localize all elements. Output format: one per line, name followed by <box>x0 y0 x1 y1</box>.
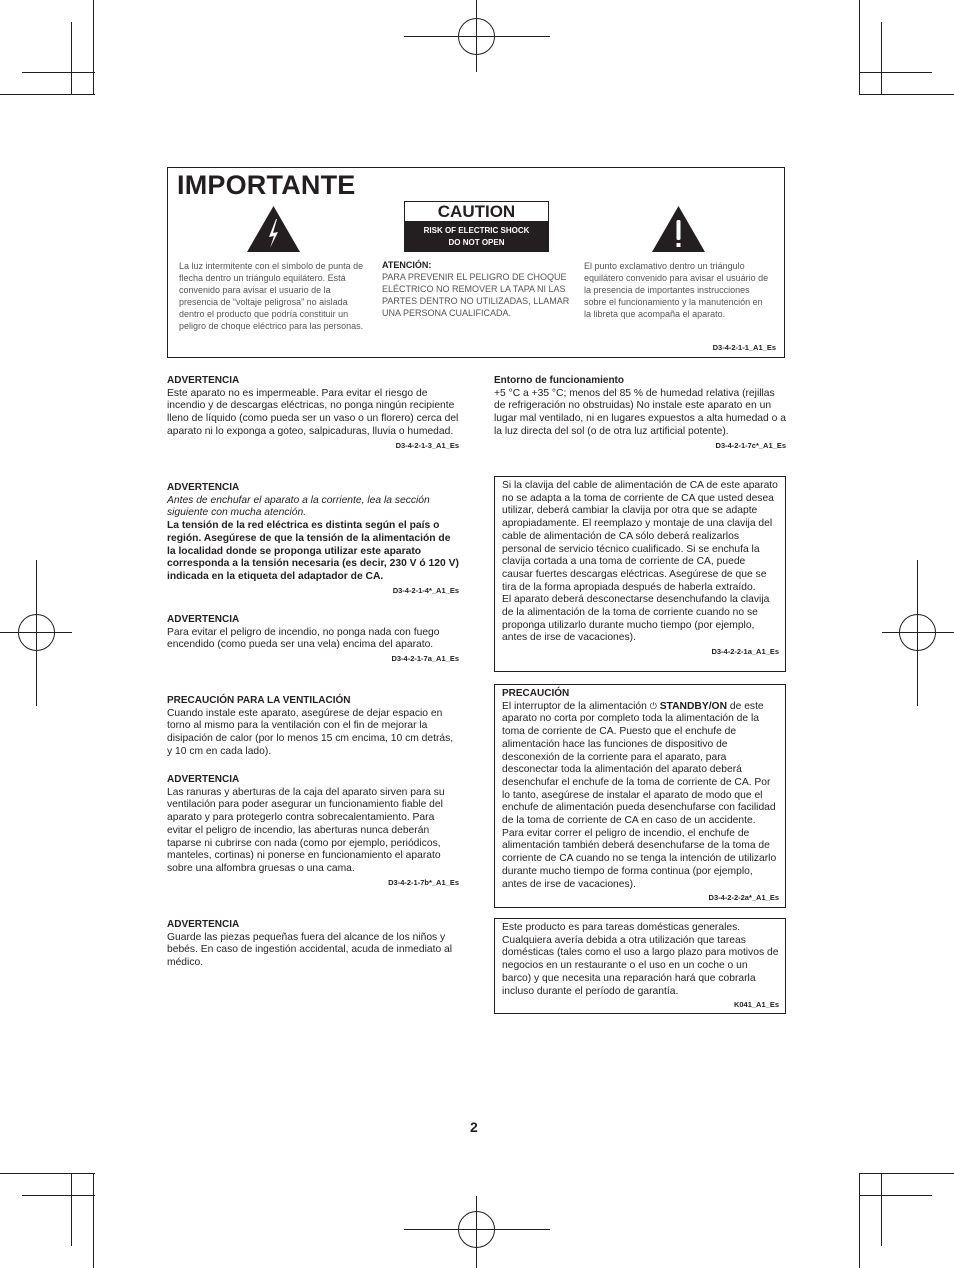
section-heading: ADVERTENCIA <box>167 614 240 625</box>
section-heading: ADVERTENCIA <box>167 919 240 930</box>
crop-mark <box>881 1173 882 1246</box>
warning-section <box>167 919 459 970</box>
power-icon: ⏻ <box>649 701 657 712</box>
attention-heading: ATENCIÓN: <box>382 260 432 270</box>
attention-text: PARA PREVENIR EL PELIGRO DE CHOQUE ELÉCTRICO NO REMOVER LA TAPA NI LAS PARTES DENTRO NO UTILIZADAS, LLAMAR UNA PERSONA CUALIFICADA. <box>382 272 570 318</box>
warning-section <box>167 375 459 452</box>
section-body: Este aparato no es impermeable. Para evitar el riesgo de incendio y de descargas eléctricas, no ponga ningún recipiente lleno de líquido (como pueda ser un vaso o un florero) cerca del aparato ni lo exponga a goteo, salpicaduras, lluvia o humedad. <box>167 387 459 437</box>
crop-mark <box>859 1173 954 1174</box>
section-body: El aparato deberá desconectarse desenchufando la clavija de la alimentación de la toma de corriente cuando no se proponga utilizarlo durante mucho tiempo (por ejemplo, antes de irse de vacaciones). <box>502 594 770 644</box>
section-body: Las ranuras y aberturas de la caja del aparato sirven para su ventilación para poder asegurar un funcionamiento fiable del aparato y para protegerlo contra sobrecalentamiento. Para evitar el peligro de incendio, las aberturas nunca deberán taparse ni cubrirse con nada (como por ejemplo, periódicos, manteles, cortinas) ni ponerse en funcionamiento el aparato sobre una alfombra gruesas o una cama. <box>167 786 445 874</box>
crop-mark <box>22 72 95 73</box>
crop-mark <box>859 1173 860 1268</box>
section-italic-note: Antes de enchufar el aparato a la corriente, lea la sección siguiente con mucha atención. <box>167 494 430 519</box>
precaution-text-start: El interruptor de la alimentación <box>502 700 647 712</box>
section-body: Para evitar el peligro de incendio, no ponga nada con fuego encendido (como pueda ser una vela) encima del aparato. <box>167 626 440 651</box>
warning-section <box>167 614 459 666</box>
operating-environment-section <box>494 375 786 452</box>
section-body: Guarde las piezas pequeñas fuera del alcance de los niños y bebés. En caso de ingestión accidental, acuda de inmediato al médico. <box>167 931 453 969</box>
page-number: 2 <box>470 1119 478 1135</box>
crop-mark <box>93 0 94 95</box>
exclamation-warning-icon <box>651 205 706 253</box>
domestic-use-box <box>494 918 786 1014</box>
registration-mark-icon <box>404 0 550 75</box>
section-body: Si la clavija del cable de alimentación de CA de este aparato no se adapta a la toma de corriente de CA que usted desea utilizar, deberá cambiar la clavija por otra que se adapte apropiadamente. El reemplazo y montaje de una clavija del cable de alimentación de CA sólo deberá realizarlos personal de servicio técnico cualificado. Si se enchufa la clavija cortada a una toma de corriente de CA, puede causar fuertes descargas eléctricas. Asegúrese de que se tira de la forma apropiada después de haberla extraído. <box>502 480 778 593</box>
reference-code: D3-4-2-1-7b*_A1_Es <box>388 877 459 887</box>
caution-subtext-line: DO NOT OPEN <box>448 238 505 247</box>
reference-code: D3-4-2-1-1_A1_Es <box>712 343 776 352</box>
section-heading: ADVERTENCIA <box>167 375 240 386</box>
caution-label <box>404 201 549 252</box>
crop-mark <box>71 22 72 95</box>
lightning-warning-icon <box>246 205 301 253</box>
section-body: Este producto es para tareas domésticas generales. Cualquiera avería debida a otra utilización que tareas domésticas (tales como el uso a largo plazo para motivos de negocios en un restaurante o el uso en un coche o un barco) y que necesita una reparación hará que cobrarla incluso durante el período de garantía. <box>502 922 779 997</box>
section-heading: Entorno de funcionamiento <box>494 375 624 386</box>
crop-mark <box>859 1195 932 1196</box>
caution-subtext-line: RISK OF ELECTRIC SHOCK <box>423 226 530 235</box>
reference-code: D3-4-2-1-7a_A1_Es <box>391 654 459 664</box>
attention-block <box>382 259 574 319</box>
precaution-text-rest: de este aparato no corta por completo toda la alimentación de la toma de corriente de CA. Puesto que el enchufe de alimentación hace las funciones de dispositivo de desconexión de la corriente para el aparato, para desconectar toda la alimentación del aparato deberá desenchufar el enchufe de la toma de corriente de CA. Por lo tanto, asegúrese de instalar el aparato de modo que el enchufe de alimentación pueda desenchufarse con facilidad de la toma de corriente de CA en caso de un accidente. Para evitar correr el peligro de incendio, el enchufe de alimentación también deberá desenchufarse de la toma de corriente de CA cuando no se tenga la intención de utilizarlo durante mucho tiempo de forma continua (por ejemplo, antes de irse de vacaciones). <box>502 700 777 890</box>
registration-mark-icon <box>0 560 75 706</box>
precaution-box <box>494 684 786 908</box>
crop-mark <box>22 1195 95 1196</box>
crop-mark <box>93 1173 94 1268</box>
reference-code: K041_A1_Es <box>733 1000 779 1010</box>
standby-on-label: STANDBY/ON <box>659 700 727 712</box>
registration-mark-icon <box>879 560 954 706</box>
section-heading: ADVERTENCIA <box>167 774 240 785</box>
plug-notice-box <box>494 476 786 672</box>
section-body <box>502 701 779 892</box>
crop-mark <box>859 94 954 95</box>
caution-subtext <box>404 222 549 252</box>
reference-code: D3-4-2-2-2a*_A1_Es <box>708 893 779 903</box>
section-bold-body: La tensión de la red eléctrica es distinta según el país o región. Asegúrese de que la tensión de la alimentación de la localidad donde se proponga utilizar este aparato corresponda a la tensión necesaria (es decir, 230 V ó 120 V) indicada en la etiqueta del adaptador de CA. <box>167 520 459 582</box>
crop-mark <box>881 22 882 95</box>
reference-code: D3-4-2-1-3_A1_Es <box>395 440 459 450</box>
section-heading: PRECAUCIÓN PARA LA VENTILACIÓN <box>167 695 351 706</box>
section-body: Cuando instale este aparato, asegúrese de dejar espacio en torno al mismo para la ventilación con el fin de mejorar la disipación de calor (por lo menos 15 cm encima, 10 cm detrás, y 10 cm en cada lado). <box>167 707 454 757</box>
section-body: +5 °C a +35 °C; menos del 85 % de humedad relativa (rejillas de refrigeración no obstruidas) No instale este aparato en un lugar mal ventilado, ni en lugares expuestos a alta humedad o a la luz directa del sol (o de otra luz artificial potente). <box>494 387 786 437</box>
lightning-description: La luz intermitente con el símbolo de punta de flecha dentro un triángulo equilátero. Está convenido para avisar el usuario de la presencia de “voltaje peligrosa” no aislada dentro el producto que podría constituir un peligro de choque eléctrico para las personas. <box>179 261 364 331</box>
reference-code: D3-4-2-1-7c*_A1_Es <box>715 440 786 450</box>
warning-section <box>167 482 459 597</box>
crop-mark <box>0 94 95 95</box>
section-heading: PRECAUCIÓN <box>502 688 570 699</box>
crop-mark <box>859 0 860 95</box>
crop-mark <box>71 1173 72 1246</box>
ventilation-section <box>167 695 459 759</box>
reference-code: D3-4-2-1-4*_A1_Es <box>392 585 459 595</box>
crop-mark <box>0 1173 95 1174</box>
reference-code: D3-4-2-2-1a_A1_Es <box>711 647 779 657</box>
section-heading: ADVERTENCIA <box>167 482 240 493</box>
crop-mark <box>859 72 932 73</box>
page-title: IMPORTANTE <box>177 170 356 200</box>
exclamation-description: El punto exclamativo dentro un triángulo equilátero convenido para avisar el usuário de la presencia de importantes instrucciones sobre el funcionamiento y la manutención en la libreta que acompaña el aparato. <box>584 261 769 319</box>
registration-mark-icon <box>404 1193 550 1268</box>
caution-heading: CAUTION <box>404 201 549 222</box>
warning-section <box>167 774 459 889</box>
